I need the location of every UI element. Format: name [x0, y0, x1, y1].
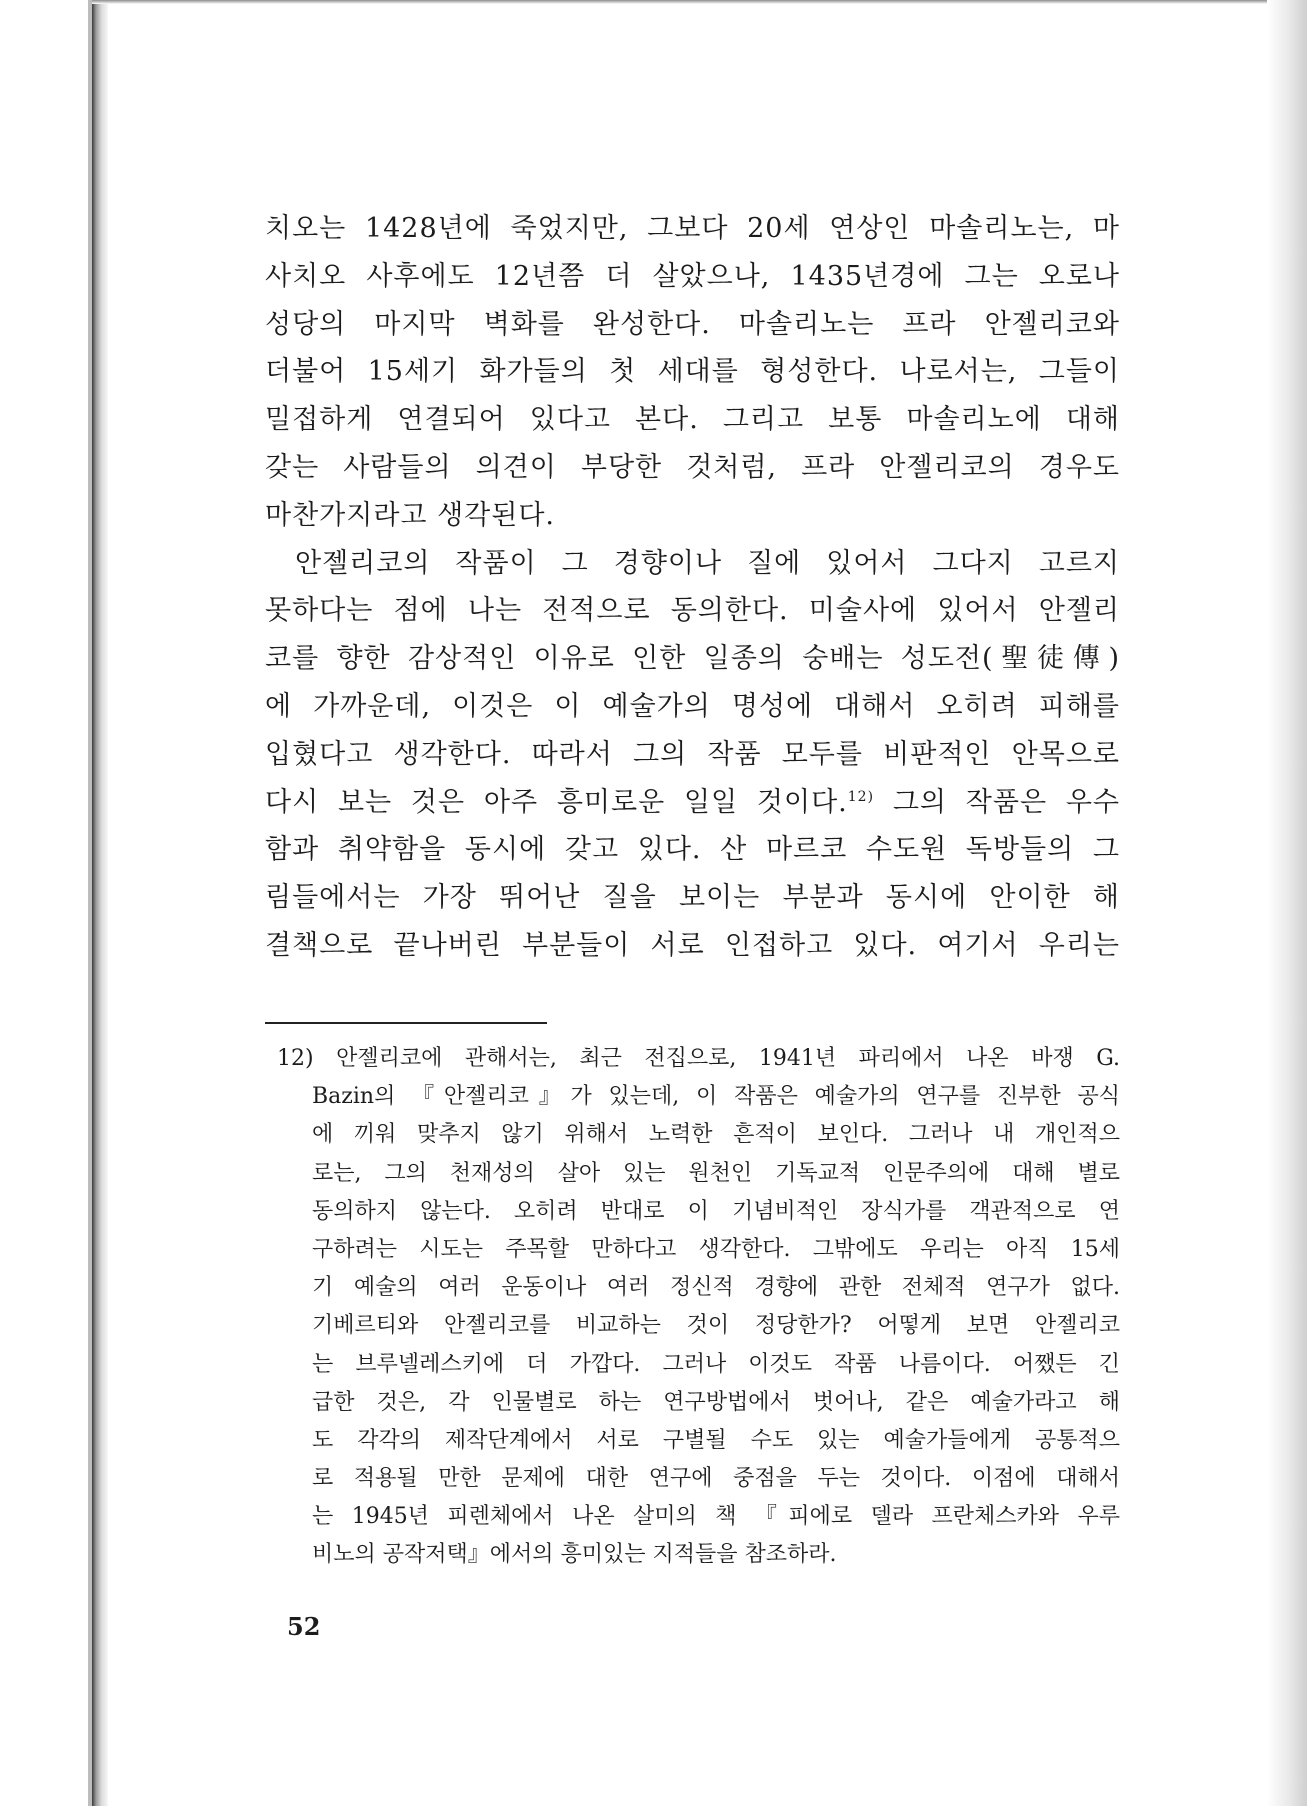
body-line: 림들에서는 가장 뛰어난 질을 보이는 부분과 동시에 안이한 해 — [265, 882, 1120, 914]
body-line: 사치오 사후에도 12년쯤 더 살았으나, 1435년경에 그는 오로나 — [265, 260, 1120, 292]
footnote-line: 는 브루넬레스키에 더 가깝다. 그러나 이것도 작품 나름이다. 어쨌든 긴 — [312, 1351, 1120, 1377]
body-line: 함과 취약함을 동시에 갖고 있다. 산 마르코 수도원 독방들의 그 — [265, 834, 1120, 866]
footnote-line: 로 적용될 만한 문제에 대한 연구에 중점을 두는 것이다. 이점에 대해서 — [312, 1466, 1120, 1492]
footnote-divider — [265, 1022, 547, 1024]
footnote-line: 기베르티와 안젤리코를 비교하는 것이 정당한가? 어떻게 보면 안젤리코 — [312, 1313, 1120, 1339]
footnote-line: 동의하지 않는다. 오히려 반대로 이 기념비적인 장식가를 객관적으로 연 — [312, 1198, 1120, 1224]
footnote-line-text: 안젤리코에 관해서는, 최근 전집으로, 1941년 파리에서 나온 바쟁 G. — [336, 1046, 1120, 1071]
body-text — [265, 205, 1120, 970]
body-line-tail: 그의 작품은 우수 — [874, 786, 1120, 818]
body-line: 밀접하게 연결되어 있다고 본다. 그리고 보통 마솔리노에 대해 — [265, 404, 1120, 436]
body-line: 에 가까운데, 이것은 이 예술가의 명성에 대해서 오히려 피해를 — [265, 690, 1120, 722]
body-line-head: 다시 보는 것은 아주 흥미로운 일일 것이다. — [265, 786, 848, 818]
page-number: 52 — [287, 1612, 321, 1641]
body-line: 더불어 15세기 화가들의 첫 세대를 형성한다. 나로서는, 그들이 — [265, 356, 1120, 388]
footnote-line: 로는, 그의 천재성의 살아 있는 원천인 기독교적 인문주의에 대해 별로 — [312, 1160, 1120, 1186]
body-line: 성당의 마지막 벽화를 완성한다. 마솔리노는 프라 안젤리코와 — [265, 308, 1120, 340]
paragraph-first-line: 안젤리코의 작품이 그 경향이나 질에 있어서 그다지 고르지 — [295, 547, 1120, 579]
body-line: 못하다는 점에 나는 전적으로 동의한다. 미술사에 있어서 안젤리 — [265, 595, 1120, 627]
footnote-reference: 12) — [847, 788, 875, 805]
body-line: 마찬가지라고 생각된다. — [265, 499, 555, 531]
footnote-marker: 12) — [277, 1046, 314, 1071]
page-right-shadow — [1267, 0, 1307, 1806]
body-line: 치오는 1428년에 죽었지만, 그보다 20세 연상인 마솔리노는, 마 — [265, 213, 1120, 244]
body-line: 입혔다고 생각한다. 따라서 그의 작품 모두를 비판적인 안목으로 — [265, 738, 1120, 770]
footnote-line: 기 예술의 여러 운동이나 여러 정신적 경향에 관한 전체적 연구가 없다. — [312, 1275, 1120, 1301]
footnote-line: 도 각각의 제작단계에서 서로 구별될 수도 있는 예술가들에게 공통적으 — [312, 1427, 1120, 1453]
body-line: 결책으로 끝나버린 부분들이 서로 인접하고 있다. 여기서 우리는 — [265, 929, 1120, 961]
footnote-12 — [277, 1040, 1120, 1575]
footnote-line: 비노의 공작저택』에서의 흥미있는 지적들을 참조하라. — [312, 1542, 837, 1568]
footnote-line — [277, 1040, 1120, 1078]
footnote-line: 구하려는 시도는 주목할 만하다고 생각한다. 그밖에도 우리는 아직 15세 — [312, 1236, 1120, 1262]
body-line: 코를 향한 감상적인 이유로 인한 일종의 숭배는 성도전(聖徒傳) — [265, 643, 1120, 675]
footnote-line: Bazin의 『안젤리코』가 있는데, 이 작품은 예술가의 연구를 진부한 공식 — [312, 1084, 1120, 1110]
footnote-line: 에 끼워 맞추지 않기 위해서 노력한 흔적이 보인다. 그러나 내 개인적으 — [312, 1122, 1120, 1148]
footnote-line: 급한 것은, 각 인물별로 하는 연구방법에서 벗어나, 같은 예술가라고 해 — [312, 1389, 1120, 1415]
footnote-line: 는 1945년 피렌체에서 나온 살미의 책 『피에로 델라 프란체스카와 우루 — [312, 1504, 1120, 1530]
book-spine-shadow — [92, 0, 108, 1806]
body-line: 갖는 사람들의 의견이 부당한 것처럼, 프라 안젤리코의 경우도 — [265, 451, 1120, 483]
body-line-with-footnote-ref — [265, 779, 1120, 827]
